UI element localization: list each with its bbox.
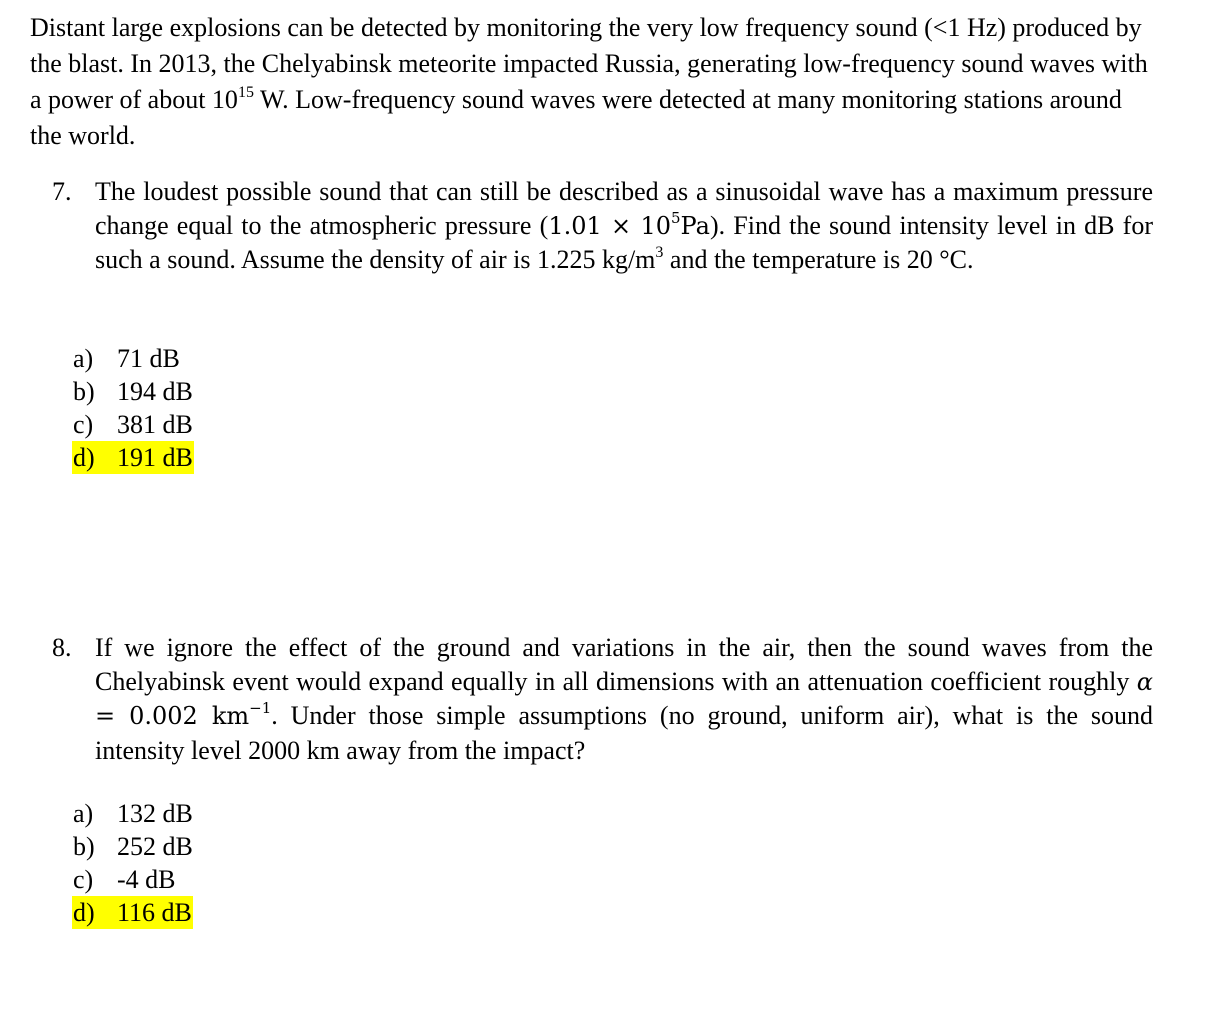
option-c <box>72 408 194 441</box>
option-letter: b) <box>73 377 95 406</box>
option-b <box>72 375 194 408</box>
option-letter: c) <box>73 410 94 439</box>
intro-paragraph <box>30 10 1150 154</box>
option-box <box>72 342 181 375</box>
question-text-part2: ). Find the sound intensity level in dB for such a sound. Assume the density of air is 1.225 kg/m <box>95 210 1153 274</box>
option-answer: 191 dB <box>117 443 193 472</box>
attenuation-value: = 0.002 km <box>95 702 250 730</box>
option-box <box>72 830 194 863</box>
option-box <box>72 408 194 441</box>
question-8-options <box>72 797 194 929</box>
pressure-value: 1.01 × 10 <box>548 211 671 240</box>
option-answer: 71 dB <box>117 344 180 373</box>
intro-power-exponent: 15 <box>237 84 254 101</box>
option-box <box>72 797 194 830</box>
option-letter: c) <box>73 865 94 894</box>
option-answer: 116 dB <box>117 898 192 927</box>
option-answer: 132 dB <box>117 799 193 828</box>
option-a <box>72 342 194 375</box>
question-text-part3: and the temperature is 20 °C. <box>663 245 974 274</box>
question-number: 7. <box>52 177 72 206</box>
alpha-symbol: α <box>1136 667 1153 696</box>
option-answer: -4 dB <box>117 865 176 894</box>
option-letter: d) <box>73 443 95 472</box>
question-number: 8. <box>52 633 72 662</box>
option-letter: d) <box>73 898 95 927</box>
question-text <box>95 631 1153 767</box>
option-answer: 194 dB <box>117 377 193 406</box>
question-text-part1: If we ignore the effect of the ground and variations in the air, then the sound waves from the Chelyabinsk event would expand equally in all dimensions with an attenuation coefficient roughly <box>95 633 1153 696</box>
option-box <box>72 441 194 474</box>
option-d-highlighted <box>72 896 194 929</box>
attenuation-exponent: −1 <box>249 699 272 717</box>
option-box <box>72 896 193 929</box>
option-box <box>72 863 177 896</box>
option-b <box>72 830 194 863</box>
intro-text-before-power: Distant large explosions can be detected by monitoring the very low frequency sound (<1 Hz) produced by the blast. In 2013, the Chelyabinsk meteorite impacted Russia, generating low-frequency sound waves with a power of about 10 <box>30 13 1148 114</box>
option-c <box>72 863 194 896</box>
option-letter: b) <box>73 832 95 861</box>
question-text-part1: The loudest possible sound that can still be described as a sinusoidal wave has a maximum pressure change equal to the atmospheric pressure ( <box>95 177 1153 240</box>
question-text <box>95 175 1153 277</box>
density-exponent: 3 <box>655 244 664 261</box>
option-answer: 252 dB <box>117 832 193 861</box>
option-answer: 381 dB <box>117 410 193 439</box>
option-a <box>72 797 194 830</box>
option-letter: a) <box>73 344 94 373</box>
question-7-options <box>72 342 194 474</box>
question-text-part2: . Under those simple assumptions (no ground, uniform air), what is the sound intensity level 2000 km away from the impact? <box>95 701 1153 765</box>
option-letter: a) <box>73 799 94 828</box>
option-box <box>72 375 194 408</box>
option-d-highlighted <box>72 441 194 474</box>
intro-text-after-power: W. Low-frequency sound waves were detected at many monitoring stations around the world. <box>30 85 1122 150</box>
pressure-exponent: 5 <box>671 208 681 227</box>
pressure-unit: Pa <box>680 211 710 240</box>
